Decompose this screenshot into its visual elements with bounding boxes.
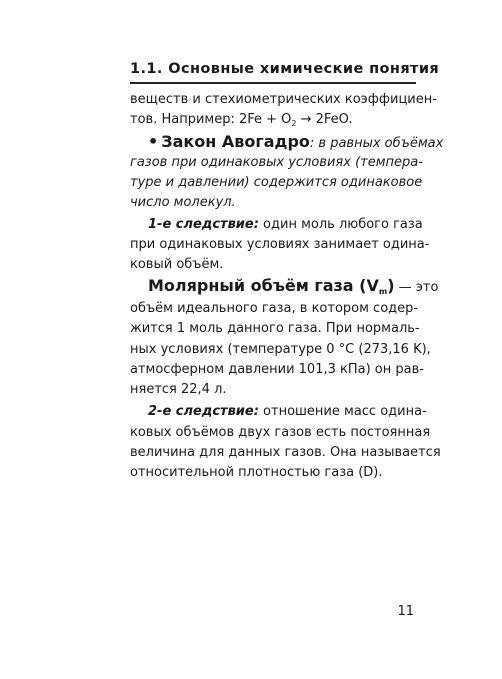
text-span: объём идеального газа, в котором содер- — [130, 301, 419, 316]
corollary-label: 2-е следствие: — [148, 404, 259, 419]
header-rule — [130, 82, 416, 84]
text-span: один моль любого газа — [258, 217, 423, 232]
text-line — [130, 299, 419, 319]
text-span: ) — [387, 276, 395, 295]
corollary-label: 1-е следствие: — [148, 217, 259, 232]
subscript: m — [378, 287, 388, 296]
text-line — [130, 153, 423, 173]
text-line — [130, 443, 441, 463]
bullet-icon: • — [148, 132, 159, 151]
molar-volume-line — [148, 276, 439, 298]
text-span: тов. Например: 2Fe + O — [130, 112, 292, 127]
text-line — [130, 193, 416, 213]
text-line — [130, 340, 431, 360]
text-span: величина для данных газов. Она называется — [130, 445, 441, 460]
text-line — [130, 255, 416, 275]
text-line — [130, 235, 430, 255]
text-span: ковых объёмов двух газов есть постоянная — [130, 425, 431, 440]
term-molar-volume — [148, 276, 395, 295]
text-span: число молекул. — [130, 195, 236, 210]
corollary-1-line — [148, 215, 423, 235]
text-span: ковый объём. — [130, 257, 224, 272]
text-span: ных условиях (температуре 0 °C (273,16 K), — [130, 342, 431, 357]
text-line — [130, 90, 437, 110]
text-span: атмосферном давлении 101,3 кПа) он рав- — [130, 362, 424, 377]
text-span: няется 22,4 л. — [130, 382, 227, 397]
text-line — [130, 110, 416, 130]
text-span: туре и давлении) содержится одинаковое — [130, 175, 423, 190]
corollary-2-line — [148, 402, 427, 422]
text-span: отношение масс одина- — [258, 404, 427, 419]
text-span: Молярный объём газа (V — [148, 276, 379, 295]
text-line — [130, 423, 431, 443]
text-span: — это — [394, 280, 439, 295]
text-span: газов при одинаковых условиях (темпера- — [130, 155, 423, 170]
text-line — [130, 380, 416, 400]
text-line — [130, 463, 416, 483]
text-span: : в равных объёмах — [309, 136, 444, 151]
avogadro-law-line — [148, 132, 444, 154]
text-span: жится 1 моль данного газа. При нормаль- — [130, 321, 420, 336]
subscript: 2 — [291, 119, 297, 128]
text-line — [130, 319, 420, 339]
text-span: → 2FeO. — [296, 112, 353, 127]
term-avogadro-law: Закон Авогадро — [161, 132, 310, 151]
running-header: 1.1. Основные химические понятия — [130, 61, 440, 77]
text-span: относительной плотностью газа (D). — [130, 465, 383, 480]
page-number: 11 — [397, 604, 414, 619]
text-span: при одинаковых условиях занимает одина- — [130, 237, 430, 252]
text-span: веществ и стехиометрических коэффициен- — [130, 92, 437, 107]
text-line — [130, 360, 424, 380]
text-line — [130, 173, 423, 193]
